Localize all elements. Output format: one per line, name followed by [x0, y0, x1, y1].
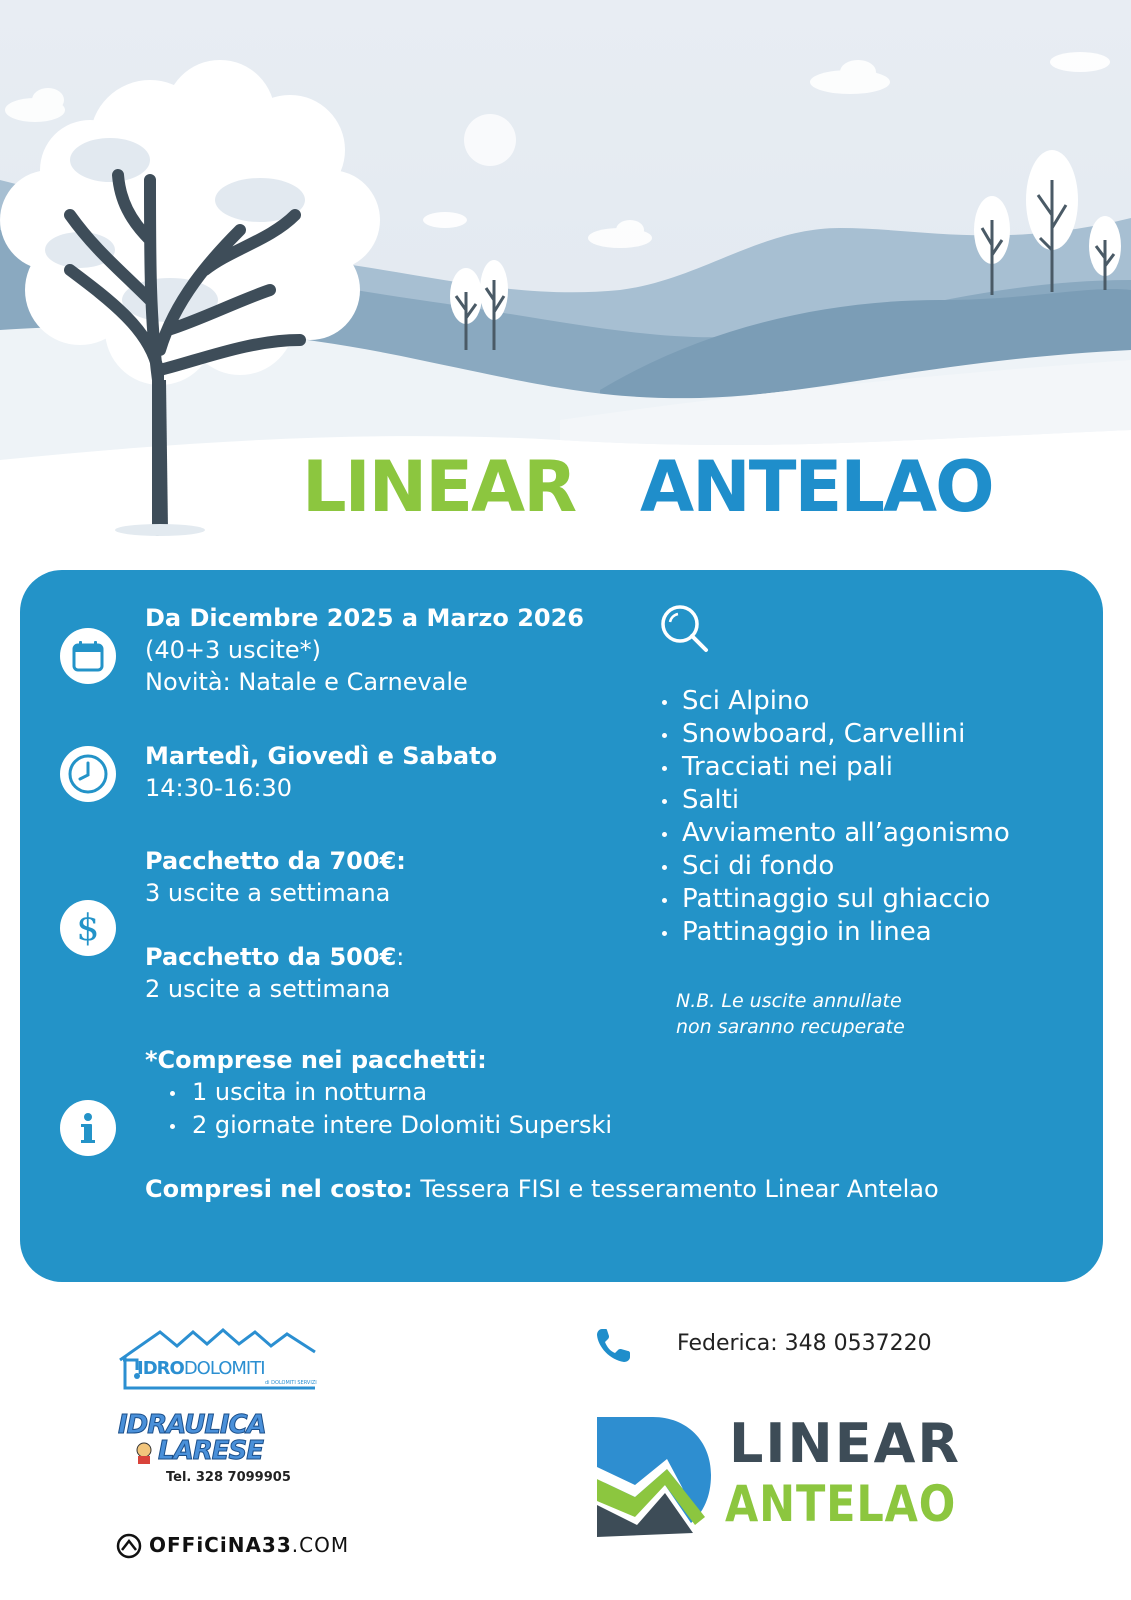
list-item: Sci di fondo [660, 850, 1010, 883]
included-list [168, 1076, 612, 1142]
phone-icon [594, 1325, 634, 1365]
info-panel [20, 570, 1103, 1282]
included-heading: *Comprese nei pacchetti: [145, 1046, 487, 1074]
schedule-time: 14:30-16:30 [145, 774, 292, 802]
list-item: Pattinaggio sul ghiaccio [660, 883, 1010, 916]
calendar-icon [60, 628, 116, 684]
dollar-icon [60, 900, 116, 956]
linear-antelao-logo [595, 1413, 975, 1538]
idrodolomiti-logo [115, 1318, 325, 1393]
list-item: Avviamento all’agonismo [660, 817, 1010, 850]
cost-label: Compresi nel costo: [145, 1175, 413, 1203]
officina-name: OFFiCiNA33 [149, 1533, 292, 1557]
larese-line-2: LARESE [158, 1436, 263, 1466]
package-700-text: 3 uscite a settimana [145, 879, 391, 907]
idro-part: IDRO [137, 1358, 184, 1379]
package-500-label: Pacchetto da 500€ [145, 943, 397, 971]
officina-suffix: .COM [291, 1533, 350, 1557]
dates-outings: (40+3 uscite*) [145, 636, 322, 664]
officina-text [149, 1533, 349, 1557]
sun-icon [464, 114, 516, 166]
package-500-text: 2 uscite a settimana [145, 975, 391, 1003]
search-icon [658, 600, 714, 656]
cost-included [145, 1173, 939, 1205]
title-word-linear: LINEAR [302, 446, 576, 528]
activities-list [660, 685, 1010, 949]
idraulica-larese-logo [118, 1410, 308, 1495]
officina33-logo [115, 1530, 405, 1564]
mountain-emblem-icon [595, 1413, 713, 1538]
package-700-heading: Pacchetto da 700€: [145, 847, 406, 875]
cost-text: Tessera FISI e tesseramento Linear Antelao [412, 1175, 939, 1203]
note-line-2: non saranno recuperate [676, 1016, 905, 1038]
clock-icon [60, 746, 116, 802]
list-item: 2 giornate intere Dolomiti Superski [168, 1109, 612, 1142]
dolomiti-part: DOLOMITI [183, 1358, 265, 1379]
title-word-antelao: ANTELAO [640, 446, 993, 528]
officina-emblem-icon [115, 1532, 143, 1560]
larese-phone: Tel. 328 7099905 [166, 1470, 291, 1485]
page-title [0, 442, 1131, 532]
idrodolomiti-sub: di DOLOMITI SERVIZI [265, 1380, 317, 1386]
list-item: Pattinaggio in linea [660, 916, 1010, 949]
schedule-days: Martedì, Giovedì e Sabato [145, 742, 498, 770]
list-item: Snowboard, Carvellini [660, 718, 1010, 751]
package-500-colon: : [396, 943, 405, 971]
idrodolomiti-text [137, 1358, 265, 1379]
contact-text[interactable]: Federica: 348 0537220 [677, 1331, 932, 1356]
info-icon [60, 1100, 116, 1156]
mascot-icon [130, 1438, 158, 1466]
list-item: Tracciati nei pali [660, 751, 1010, 784]
logo-line-1: LINEAR [729, 1412, 961, 1475]
list-item: Sci Alpino [660, 685, 1010, 718]
svg-text:$: $ [76, 908, 100, 949]
note-line-1: N.B. Le uscite annullate [676, 990, 902, 1012]
dates-heading: Da Dicembre 2025 a Marzo 2026 [145, 604, 585, 632]
larese-line-1: IDRAULICA [118, 1410, 266, 1440]
list-item: 1 uscita in notturna [168, 1076, 612, 1109]
package-500-heading [145, 941, 404, 973]
dates-novelty: Novità: Natale e Carnevale [145, 668, 468, 696]
logo-line-2: ANTELAO [725, 1475, 957, 1533]
list-item: Salti [660, 784, 1010, 817]
